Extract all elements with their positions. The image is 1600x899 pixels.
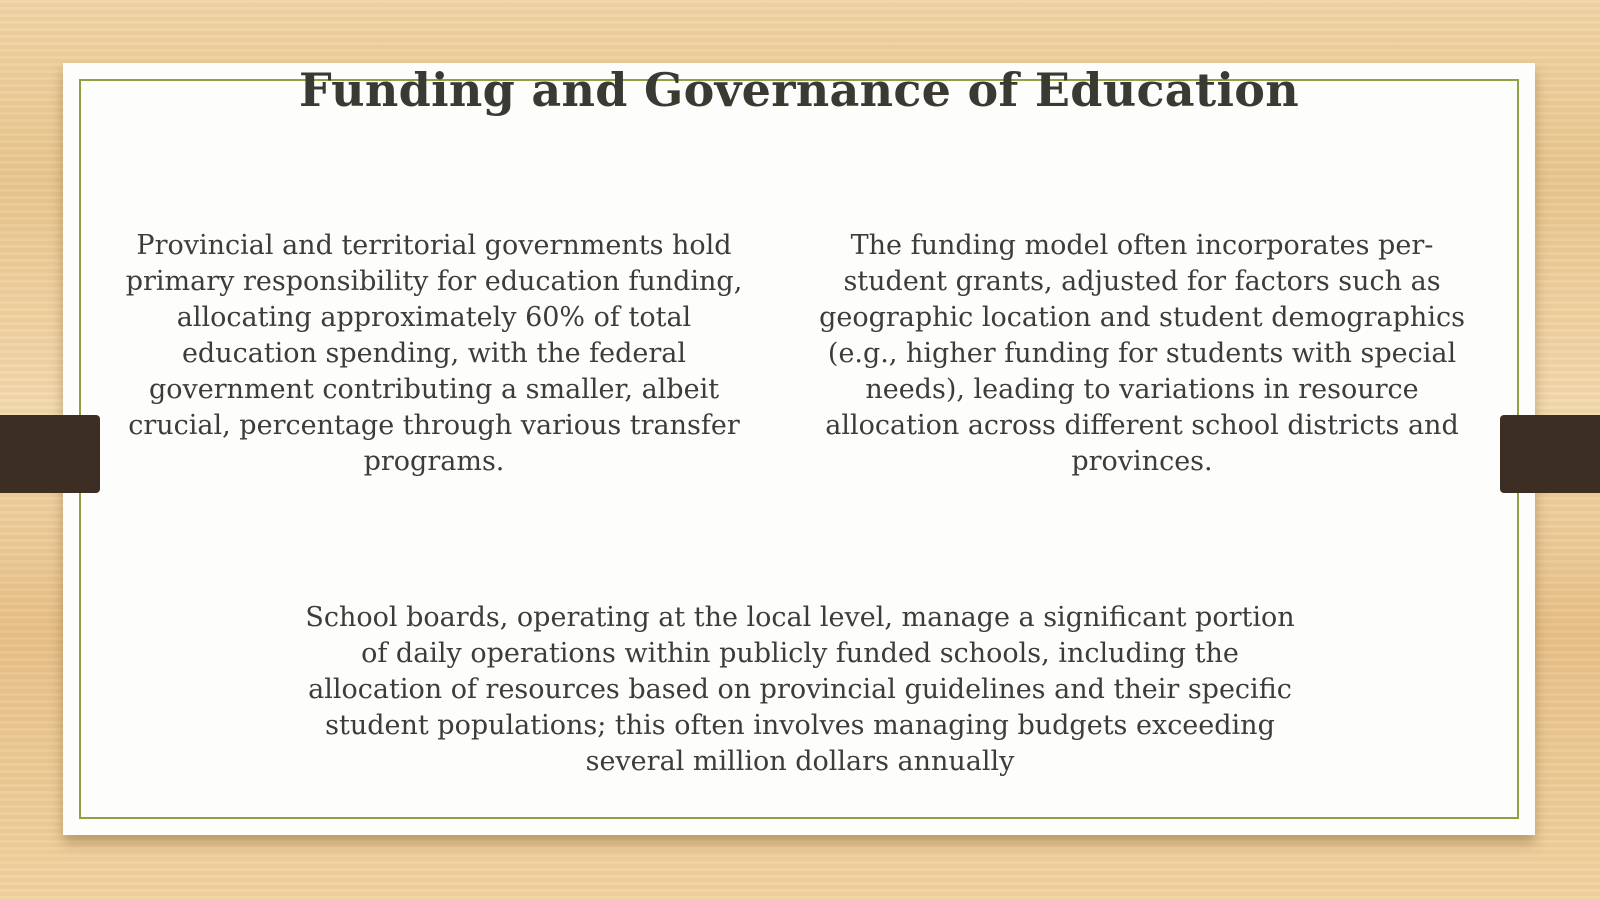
left-paragraph: Provincial and territorial governments hold primary responsibility for education funding, allocating approximately 60% of total education spending, with the federal government contributing a smaller, albeit crucial, percentage through various transfer programs.	[125, 230, 743, 477]
bottom-paragraph: School boards, operating at the local level, manage a significant portion of daily operations within publicly funded schools, including the allocation of resources based on provincial guidelines and their specific student populations; this often involves managing budgets exceeding several million dollars annually	[305, 602, 1295, 777]
left-tab-decoration	[0, 415, 100, 493]
right-tab-decoration	[1500, 415, 1600, 493]
slide-title: Funding and Governance of Education	[299, 63, 1299, 117]
right-paragraph: The funding model often incorporates per-student grants, adjusted for factors such as geographic location and student demographics (e.g., higher funding for students with special needs), leading to variations in resource allocation across different school districts and provinces.	[819, 230, 1465, 477]
